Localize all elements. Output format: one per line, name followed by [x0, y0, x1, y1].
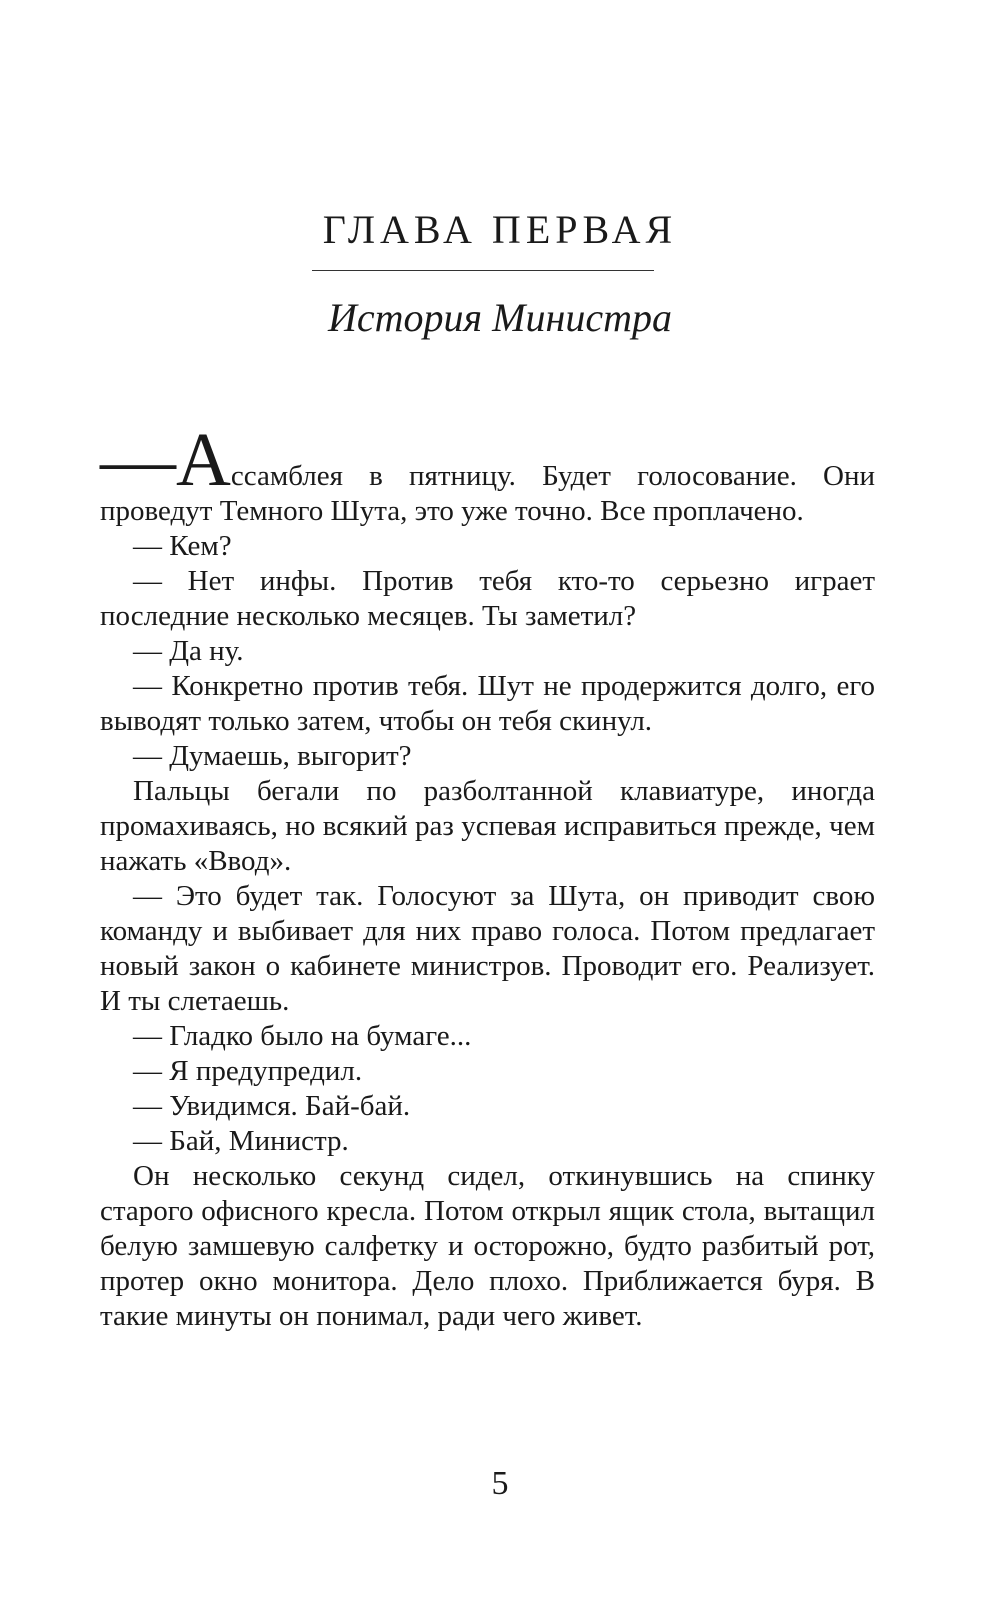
chapter-heading: ГЛАВА ПЕРВАЯ — [322, 207, 678, 252]
paragraph: — Да ну. — [133, 635, 244, 667]
paragraph: Он несколько секунд сидел, откинувшись на спинку старого офисного кресла. Потом открыл ящик стола, вытащил белую замшевую салфетку и осторожно, будто разбитый рот, протер окно монитора. Дело плохо. Приближается буря. В такие минуты он понимал, ради чего живет. — [100, 1160, 875, 1332]
paragraph: — Я предупредил. — [133, 1055, 363, 1087]
opening-paragraph-text: ссамблея в пятницу. Будет голосование. Они проведут Темного Шута, это уже точно. Все проплачено. — [100, 460, 875, 527]
paragraph: — Бай, Министр. — [133, 1125, 349, 1157]
paragraph: Пальцы бегали по разболтанной клавиатуре, иногда промахиваясь, но всякий раз успевая исправиться прежде, чем нажать «Ввод». — [100, 775, 875, 877]
paragraph: — Думаешь, выгорит? — [133, 740, 412, 772]
paragraph: — Гладко было на бумаге... — [133, 1020, 472, 1052]
paragraph: — Кем? — [133, 530, 232, 562]
chapter-subtitle: История Министра — [328, 295, 672, 340]
paragraph: — Конкретно против тебя. Шут не продержится долго, его выводят только затем, чтобы он тебя скинул. — [100, 670, 875, 737]
page-number: 5 — [491, 1465, 509, 1502]
body-text — [100, 418, 875, 1334]
paragraph: — Это будет так. Голосуют за Шута, он приводит свою команду и выбивает для них право голоса. Потом предлагает новый закон о кабинете министров. Проводит его. Реализует. И ты слетаешь. — [100, 880, 875, 1017]
drop-cap: —А — [100, 418, 231, 502]
opening-paragraph — [100, 418, 875, 529]
paragraph: — Нет инфы. Против тебя кто-то серьезно играет последние несколько месяцев. Ты заметил? — [100, 565, 875, 632]
paragraph: — Увидимся. Бай-бай. — [133, 1090, 411, 1122]
chapter-divider — [312, 270, 654, 271]
